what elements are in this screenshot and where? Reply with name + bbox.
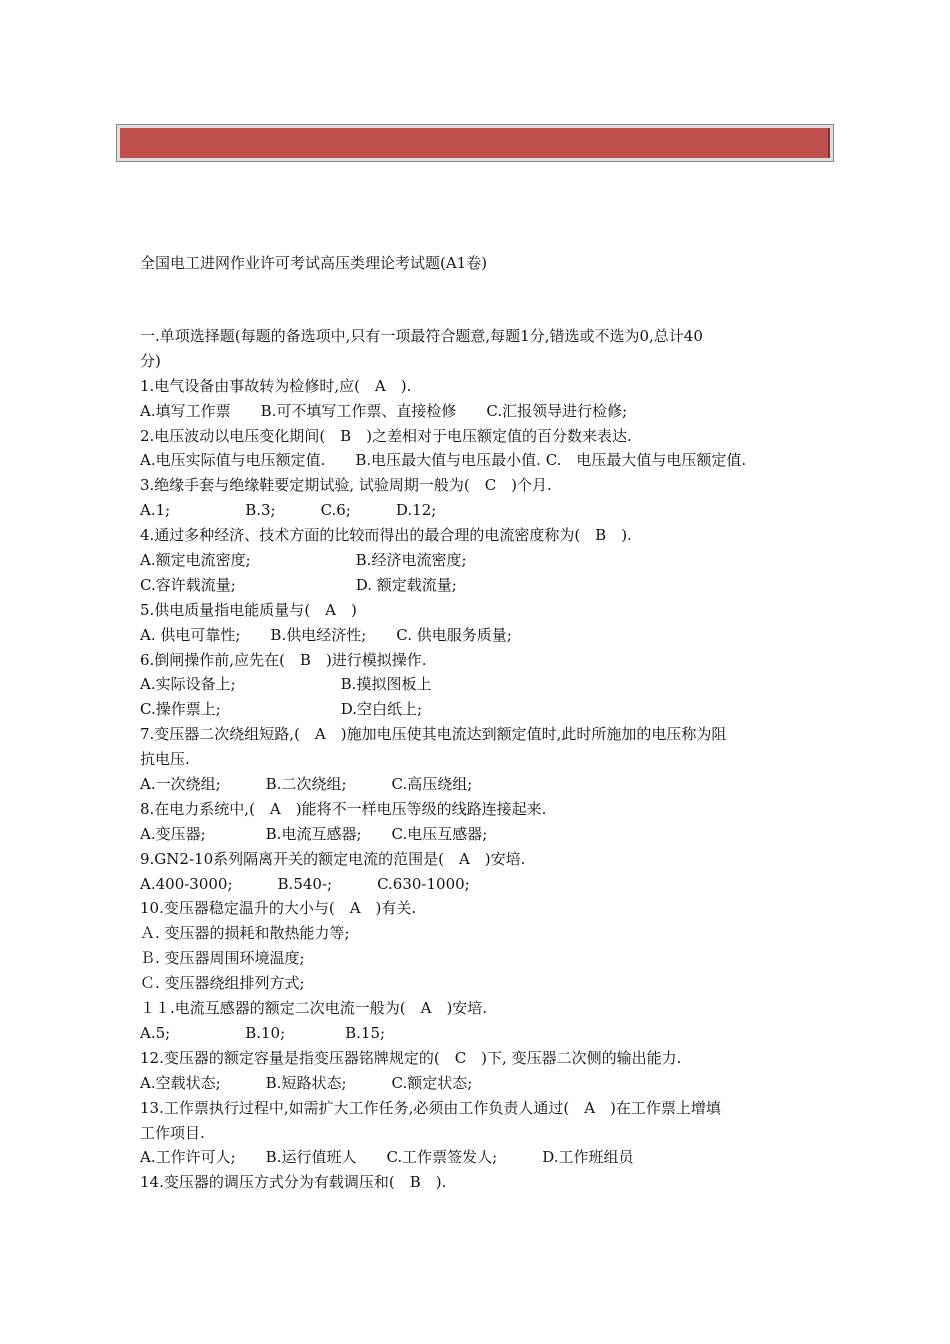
question-5: 5.供电质量指电能质量与( A )	[140, 600, 357, 619]
question-13: 13.工作票执行过程中,如需扩大工作任务,必须由工作负责人通过( A )在工作票上增填	[140, 1098, 721, 1117]
options-13: A.工作许可人; B.运行值班人 C.工作票签发人; D.工作班组员	[140, 1148, 634, 1167]
options-11: A.5; B.10; B.15;	[140, 1023, 386, 1042]
header-banner-fill	[120, 128, 830, 158]
options-10b: Ｂ. 变压器周围环境温度;	[140, 949, 305, 968]
options-10c: Ｃ. 变压器绕组排列方式;	[140, 974, 305, 993]
options-4b: C.容许载流量; D. 额定载流量;	[140, 575, 457, 594]
section-heading: 一.单项选择题(每题的备选项中,只有一项最符合题意,每题1分,错选或不选为0,总计40	[140, 327, 703, 345]
question-4: 4.通过多种经济、技术方面的比较而得出的最合理的电流密度称为( B ).	[140, 526, 632, 545]
question-9: 9.GN2-10系列隔离开关的额定电流的范围是( A )安培.	[140, 849, 526, 868]
question-7: 7.变压器二次绕组短路,( A )施加电压使其电流达到额定值时,此时所施加的电压称为阻	[140, 725, 727, 744]
options-1: A.填写工作票 B.可不填写工作票、直接检修 C.汇报领导进行检修;	[140, 401, 628, 420]
section-heading-cont: 分)	[140, 351, 161, 370]
question-2: 2.电压波动以电压变化期间( B )之差相对于电压额定值的百分数来表达.	[140, 426, 632, 445]
options-5: A. 供电可靠性; B.供电经济性; C. 供电服务质量;	[140, 625, 512, 644]
options-4a: A.额定电流密度; B.经济电流密度;	[140, 551, 467, 570]
question-7-cont: 抗电压.	[140, 750, 190, 769]
question-1: 1.电气设备由事故转为检修时,应( A ).	[140, 376, 412, 395]
question-12: 12.变压器的额定容量是指变压器铭牌规定的( C )下, 变压器二次侧的输出能力.	[140, 1048, 682, 1067]
options-10a: Ａ. 变压器的损耗和散热能力等;	[140, 924, 350, 943]
question-10: 10.变压器稳定温升的大小与( A )有关.	[140, 899, 417, 918]
question-3: 3.绝缘手套与绝缘鞋要定期试验, 试验周期一般为( C )个月.	[140, 476, 552, 495]
exam-content	[140, 324, 820, 1195]
question-13-cont: 工作项目.	[140, 1123, 205, 1142]
options-7: A.一次绕组; B.二次绕组; C.高压绕组;	[140, 775, 473, 794]
options-3: A.1; B.3; C.6; D.12;	[140, 501, 437, 520]
options-6a: A.实际设备上; B.摸拟图板上	[140, 675, 432, 694]
options-6b: C.操作票上; D.空白纸上;	[140, 700, 423, 719]
question-11: １１.电流互感器的额定二次电流一般为( A )安培.	[140, 999, 488, 1018]
question-6: 6.倒闸操作前,应先在( B )进行模拟操作.	[140, 650, 427, 669]
question-8: 8.在电力系统中,( A )能将不一样电压等级的线路连接起来.	[140, 799, 547, 818]
header-banner	[116, 124, 834, 162]
options-2: A.电压实际值与电压额定值. B.电压最大值与电压最小值. C. 电压最大值与电压额定值.	[140, 451, 747, 470]
options-8: A.变压器; B.电流互感器; C.电压互感器;	[140, 824, 488, 843]
document-title: 全国电工进网作业许可考试高压类理论考试题(A1卷)	[140, 254, 488, 272]
options-12: A.空载状态; B.短路状态; C.额定状态;	[140, 1073, 473, 1092]
options-9: A.400-3000; B.540-; C.630-1000;	[140, 874, 470, 893]
question-14: 14.变压器的调压方式分为有载调压和( B ).	[140, 1173, 447, 1192]
